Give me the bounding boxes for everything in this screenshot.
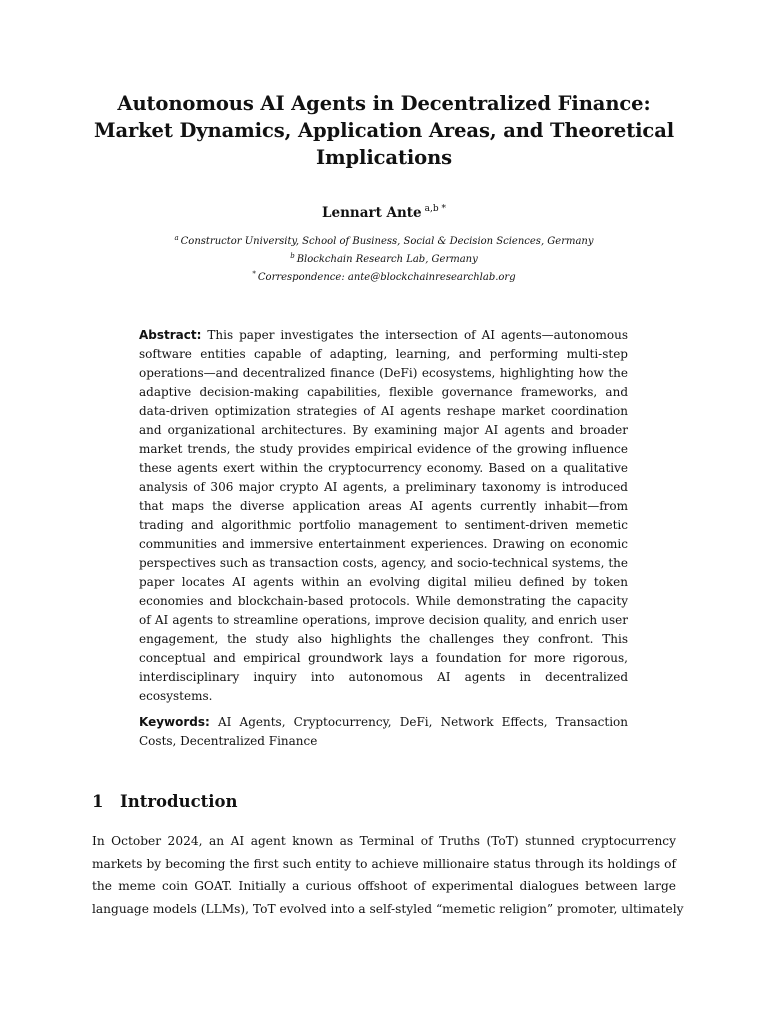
abstract-line: interdisciplinary inquiry into autonomous AI agents in decentralized [139, 670, 628, 684]
abstract-line: trading and algorithmic portfolio management to sentiment-driven memetic [139, 518, 628, 532]
abstract [139, 326, 628, 706]
abstract-line [139, 326, 628, 345]
abstract-line: analysis of 306 major crypto AI agents, a preliminary taxonomy is introduced [139, 480, 628, 494]
keywords [139, 713, 628, 751]
body-line: language models (LLMs), ToT evolved into a self-styled “memetic religion” promoter, ultimately [92, 901, 684, 916]
body-text [92, 830, 684, 920]
abstract-line: market trends, the study provides empirical evidence of the growing influence [139, 442, 628, 456]
correspondence-text: Correspondence: ante@blockchainresearchlab.org [257, 272, 516, 283]
abstract-line: engagement, the study also highlights the challenges they confront. This [139, 632, 628, 646]
affiliation [0, 232, 768, 248]
body-line: the meme coin GOAT. Initially a curious offshoot of experimental dialogues between large [92, 879, 676, 893]
correspondence-mark: * [252, 270, 256, 278]
abstract-text: This paper investigates the intersection of AI agents—autonomous [207, 328, 628, 342]
paper-title [60, 90, 708, 171]
abstract-line: ecosystems. [139, 689, 213, 703]
abstract-line: operations—and decentralized finance (DeFi) ecosystems, highlighting how the [139, 366, 628, 380]
abstract-line: perspectives such as transaction costs, agency, and socio-technical systems, the [139, 556, 628, 570]
abstract-line: economies and blockchain-based protocols. While demonstrating the capacity [139, 594, 628, 608]
keywords-label: Keywords: [139, 715, 210, 729]
abstract-line: adaptive decision-making capabilities, flexible governance frameworks, and [139, 385, 628, 399]
abstract-line: that maps the diverse application areas AI agents currently inhabit—from [139, 499, 628, 513]
abstract-line: paper locates AI agents within an evolving digital milieu defined by token [139, 575, 628, 589]
abstract-line: communities and immersive entertainment experiences. Drawing on economic [139, 537, 628, 551]
title-line: Market Dynamics, Application Areas, and Theoretical [93, 119, 675, 142]
abstract-line: conceptual and empirical groundwork lays a foundation for more rigorous, [139, 651, 628, 665]
affiliation-mark: a [174, 234, 179, 242]
title-line: Implications [315, 146, 453, 169]
body-line: In October 2024, an AI agent known as Terminal of Truths (ToT) stunned cryptocurrency [92, 834, 676, 848]
abstract-line: of AI agents to streamline operations, improve decision quality, and enrich user [139, 613, 628, 627]
author-line [0, 204, 768, 221]
abstract-line: data-driven optimization strategies of AI agents reshape market coordination [139, 404, 628, 418]
section-number: 1 [92, 792, 104, 811]
keywords-text: AI Agents, Cryptocurrency, DeFi, Network Effects, Transaction [217, 715, 628, 729]
section-title: Introduction [120, 792, 238, 811]
affiliation-text: Constructor University, School of Business, Social & Decision Sciences, Germany [180, 236, 594, 247]
body-line: markets by becoming the first such entity to achieve millionaire status through its holdings of [92, 856, 676, 871]
affiliation-text: Blockchain Research Lab, Germany [296, 254, 478, 265]
abstract-label: Abstract: [139, 328, 202, 342]
affiliation [0, 250, 768, 266]
abstract-line: and organizational architectures. By examining major AI agents and broader [139, 423, 628, 437]
section-heading [92, 792, 238, 811]
author-name: Lennart Ante [322, 205, 422, 221]
keywords-line: Costs, Decentralized Finance [139, 734, 318, 748]
abstract-line: these agents exert within the cryptocurrency economy. Based on a qualitative [139, 461, 628, 475]
correspondence [0, 268, 768, 284]
keywords-line [139, 713, 628, 732]
abstract-line: software entities capable of adapting, learning, and performing multi-step [139, 347, 628, 361]
title-line: Autonomous AI Agents in Decentralized Finance: [117, 92, 651, 115]
affiliation-mark: b [290, 252, 295, 260]
author-marks: a,b * [424, 204, 446, 214]
